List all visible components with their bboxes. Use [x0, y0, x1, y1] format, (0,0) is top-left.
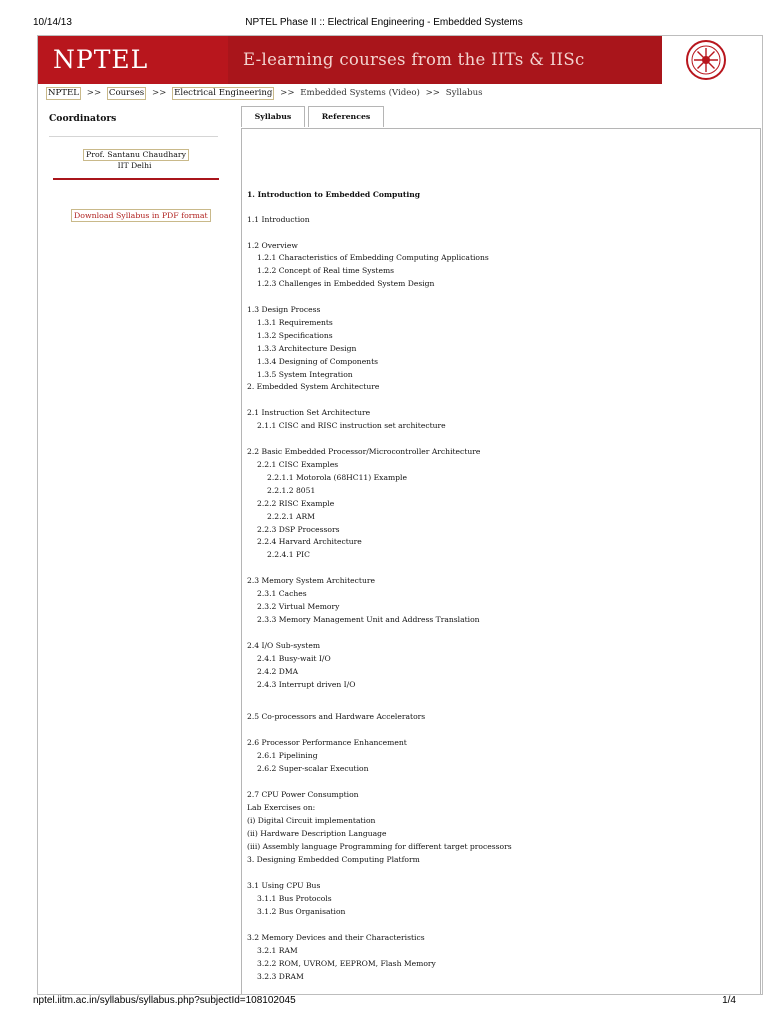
- print-date: 10/14/13: [33, 17, 72, 28]
- syllabus-item: 2.2.2.1 ARM: [267, 512, 315, 521]
- coordinator-institute: IIT Delhi: [117, 161, 152, 170]
- print-header: [0, 17, 768, 31]
- syllabus-content-panel: [241, 128, 761, 995]
- syllabus-item: 2.3 Memory System Architecture: [247, 576, 375, 585]
- coordinator-name-link[interactable]: Prof. Santanu Chaudhary: [83, 149, 189, 161]
- syllabus-item: 1.3.2 Specifications: [257, 331, 333, 340]
- syllabus-item: 2.2 Basic Embedded Processor/Microcontroller Architecture: [247, 447, 481, 456]
- syllabus-item: 3.1.2 Bus Organisation: [257, 907, 346, 916]
- syllabus-item: 3. Designing Embedded Computing Platform: [247, 855, 420, 864]
- syllabus-item: 2.2.2 RISC Example: [257, 499, 335, 508]
- syllabus-item: 2.2.1.2 8051: [267, 486, 316, 495]
- syllabus-item: 2.2.4 Harvard Architecture: [257, 537, 362, 546]
- syllabus-item: 3.1 Using CPU Bus: [247, 881, 321, 890]
- breadcrumb-nptel[interactable]: NPTEL: [48, 88, 80, 98]
- syllabus-item: 1.2.1 Characteristics of Embedding Computing Applications: [257, 253, 489, 262]
- download-syllabus-pdf-link[interactable]: Download Syllabus in PDF format: [71, 209, 211, 222]
- syllabus-item: 1.2.3 Challenges in Embedded System Design: [257, 279, 435, 288]
- syllabus-item: 1.3.1 Requirements: [257, 318, 333, 327]
- print-page-title: NPTEL Phase II :: Electrical Engineering - Embedded Systems: [245, 17, 523, 28]
- syllabus-item: 1.2 Overview: [247, 241, 298, 250]
- syllabus-item: 1.2.2 Concept of Real time Systems: [257, 266, 395, 275]
- site-banner: [38, 36, 762, 84]
- syllabus-item: 2.4.1 Busy-wait I/O: [257, 654, 331, 663]
- syllabus-item: 2.1.1 CISC and RISC instruction set architecture: [257, 421, 446, 430]
- syllabus-item: 1.3.5 System Integration: [257, 370, 353, 379]
- print-page-number: 1/4: [722, 995, 736, 1006]
- syllabus-item: 1. Introduction to Embedded Computing: [247, 190, 421, 199]
- syllabus-item: 1.3.4 Designing of Components: [257, 357, 379, 366]
- print-url: nptel.iitm.ac.in/syllabus/syllabus.php?subjectId=108102045: [33, 995, 296, 1006]
- syllabus-item: 2.4.3 Interrupt driven I/O: [257, 680, 356, 689]
- syllabus-item: 2.2.3 DSP Processors: [257, 525, 340, 534]
- syllabus-item: 1.3 Design Process: [247, 305, 321, 314]
- syllabus-item: 2.7 CPU Power Consumption: [247, 790, 359, 799]
- coordinators-heading: Coordinators: [49, 113, 117, 124]
- syllabus-item: (iii) Assembly language Programming for different target processors: [247, 842, 512, 851]
- page-frame: [37, 35, 763, 995]
- syllabus-item: 2.3.2 Virtual Memory: [257, 602, 340, 611]
- syllabus-item: Lab Exercises on:: [247, 803, 316, 812]
- breadcrumb-separator: >>: [151, 88, 167, 98]
- syllabus-item: 2.5 Co-processors and Hardware Accelerators: [247, 712, 426, 721]
- sidebar-divider: [49, 136, 218, 137]
- breadcrumb-electrical-engineering[interactable]: Electrical Engineering: [174, 88, 273, 98]
- tab-references[interactable]: References: [308, 106, 384, 127]
- syllabus-item: 3.1.1 Bus Protocols: [257, 894, 332, 903]
- syllabus-item: 2.2.1 CISC Examples: [257, 460, 339, 469]
- syllabus-item: 3.2.1 RAM: [257, 946, 298, 955]
- syllabus-item: 3.2 Memory Devices and their Characteristics: [247, 933, 425, 942]
- breadcrumb-separator: >>: [425, 88, 440, 98]
- syllabus-item: 3.2.3 DRAM: [257, 972, 304, 981]
- syllabus-item: 2.3.3 Memory Management Unit and Address Translation: [257, 615, 480, 624]
- banner-tagline: E-learning courses from the IITs & IISc: [243, 50, 585, 69]
- nptel-logo[interactable]: NPTEL: [38, 36, 228, 84]
- syllabus-item: 2.6 Processor Performance Enhancement: [247, 738, 407, 747]
- syllabus-item: 2.1 Instruction Set Architecture: [247, 408, 371, 417]
- syllabus-item: 1.3.3 Architecture Design: [257, 344, 357, 353]
- syllabus-item: 2.4 I/O Sub-system: [247, 641, 321, 650]
- syllabus-item: 2. Embedded System Architecture: [247, 382, 380, 391]
- breadcrumb-separator: >>: [86, 88, 102, 98]
- syllabus-item: 2.6.1 Pipelining: [257, 751, 318, 760]
- print-footer: [0, 995, 768, 1009]
- breadcrumb: [46, 86, 483, 100]
- syllabus-item: 2.3.1 Caches: [257, 589, 307, 598]
- syllabus-item: 2.6.2 Super-scalar Execution: [257, 764, 369, 773]
- syllabus-item: (ii) Hardware Description Language: [247, 829, 387, 838]
- tab-syllabus[interactable]: Syllabus: [241, 106, 305, 127]
- breadcrumb-courses[interactable]: Courses: [108, 88, 145, 98]
- syllabus-item: 2.2.4.1 PIC: [267, 550, 310, 559]
- sidebar-red-divider: [53, 178, 219, 180]
- breadcrumb-embedded-systems: Embedded Systems (Video): [300, 88, 420, 98]
- syllabus-item: 2.4.2 DMA: [257, 667, 299, 676]
- syllabus-item: 2.2.1.1 Motorola (68HC11) Example: [267, 473, 407, 482]
- breadcrumb-syllabus: Syllabus: [445, 88, 483, 98]
- syllabus-item: (i) Digital Circuit implementation: [247, 816, 376, 825]
- syllabus-item: 1.1 Introduction: [247, 215, 310, 224]
- syllabus-item: 3.2.2 ROM, UVROM, EEPROM, Flash Memory: [257, 959, 436, 968]
- breadcrumb-separator: >>: [280, 88, 295, 98]
- iit-seal-icon: [662, 36, 762, 84]
